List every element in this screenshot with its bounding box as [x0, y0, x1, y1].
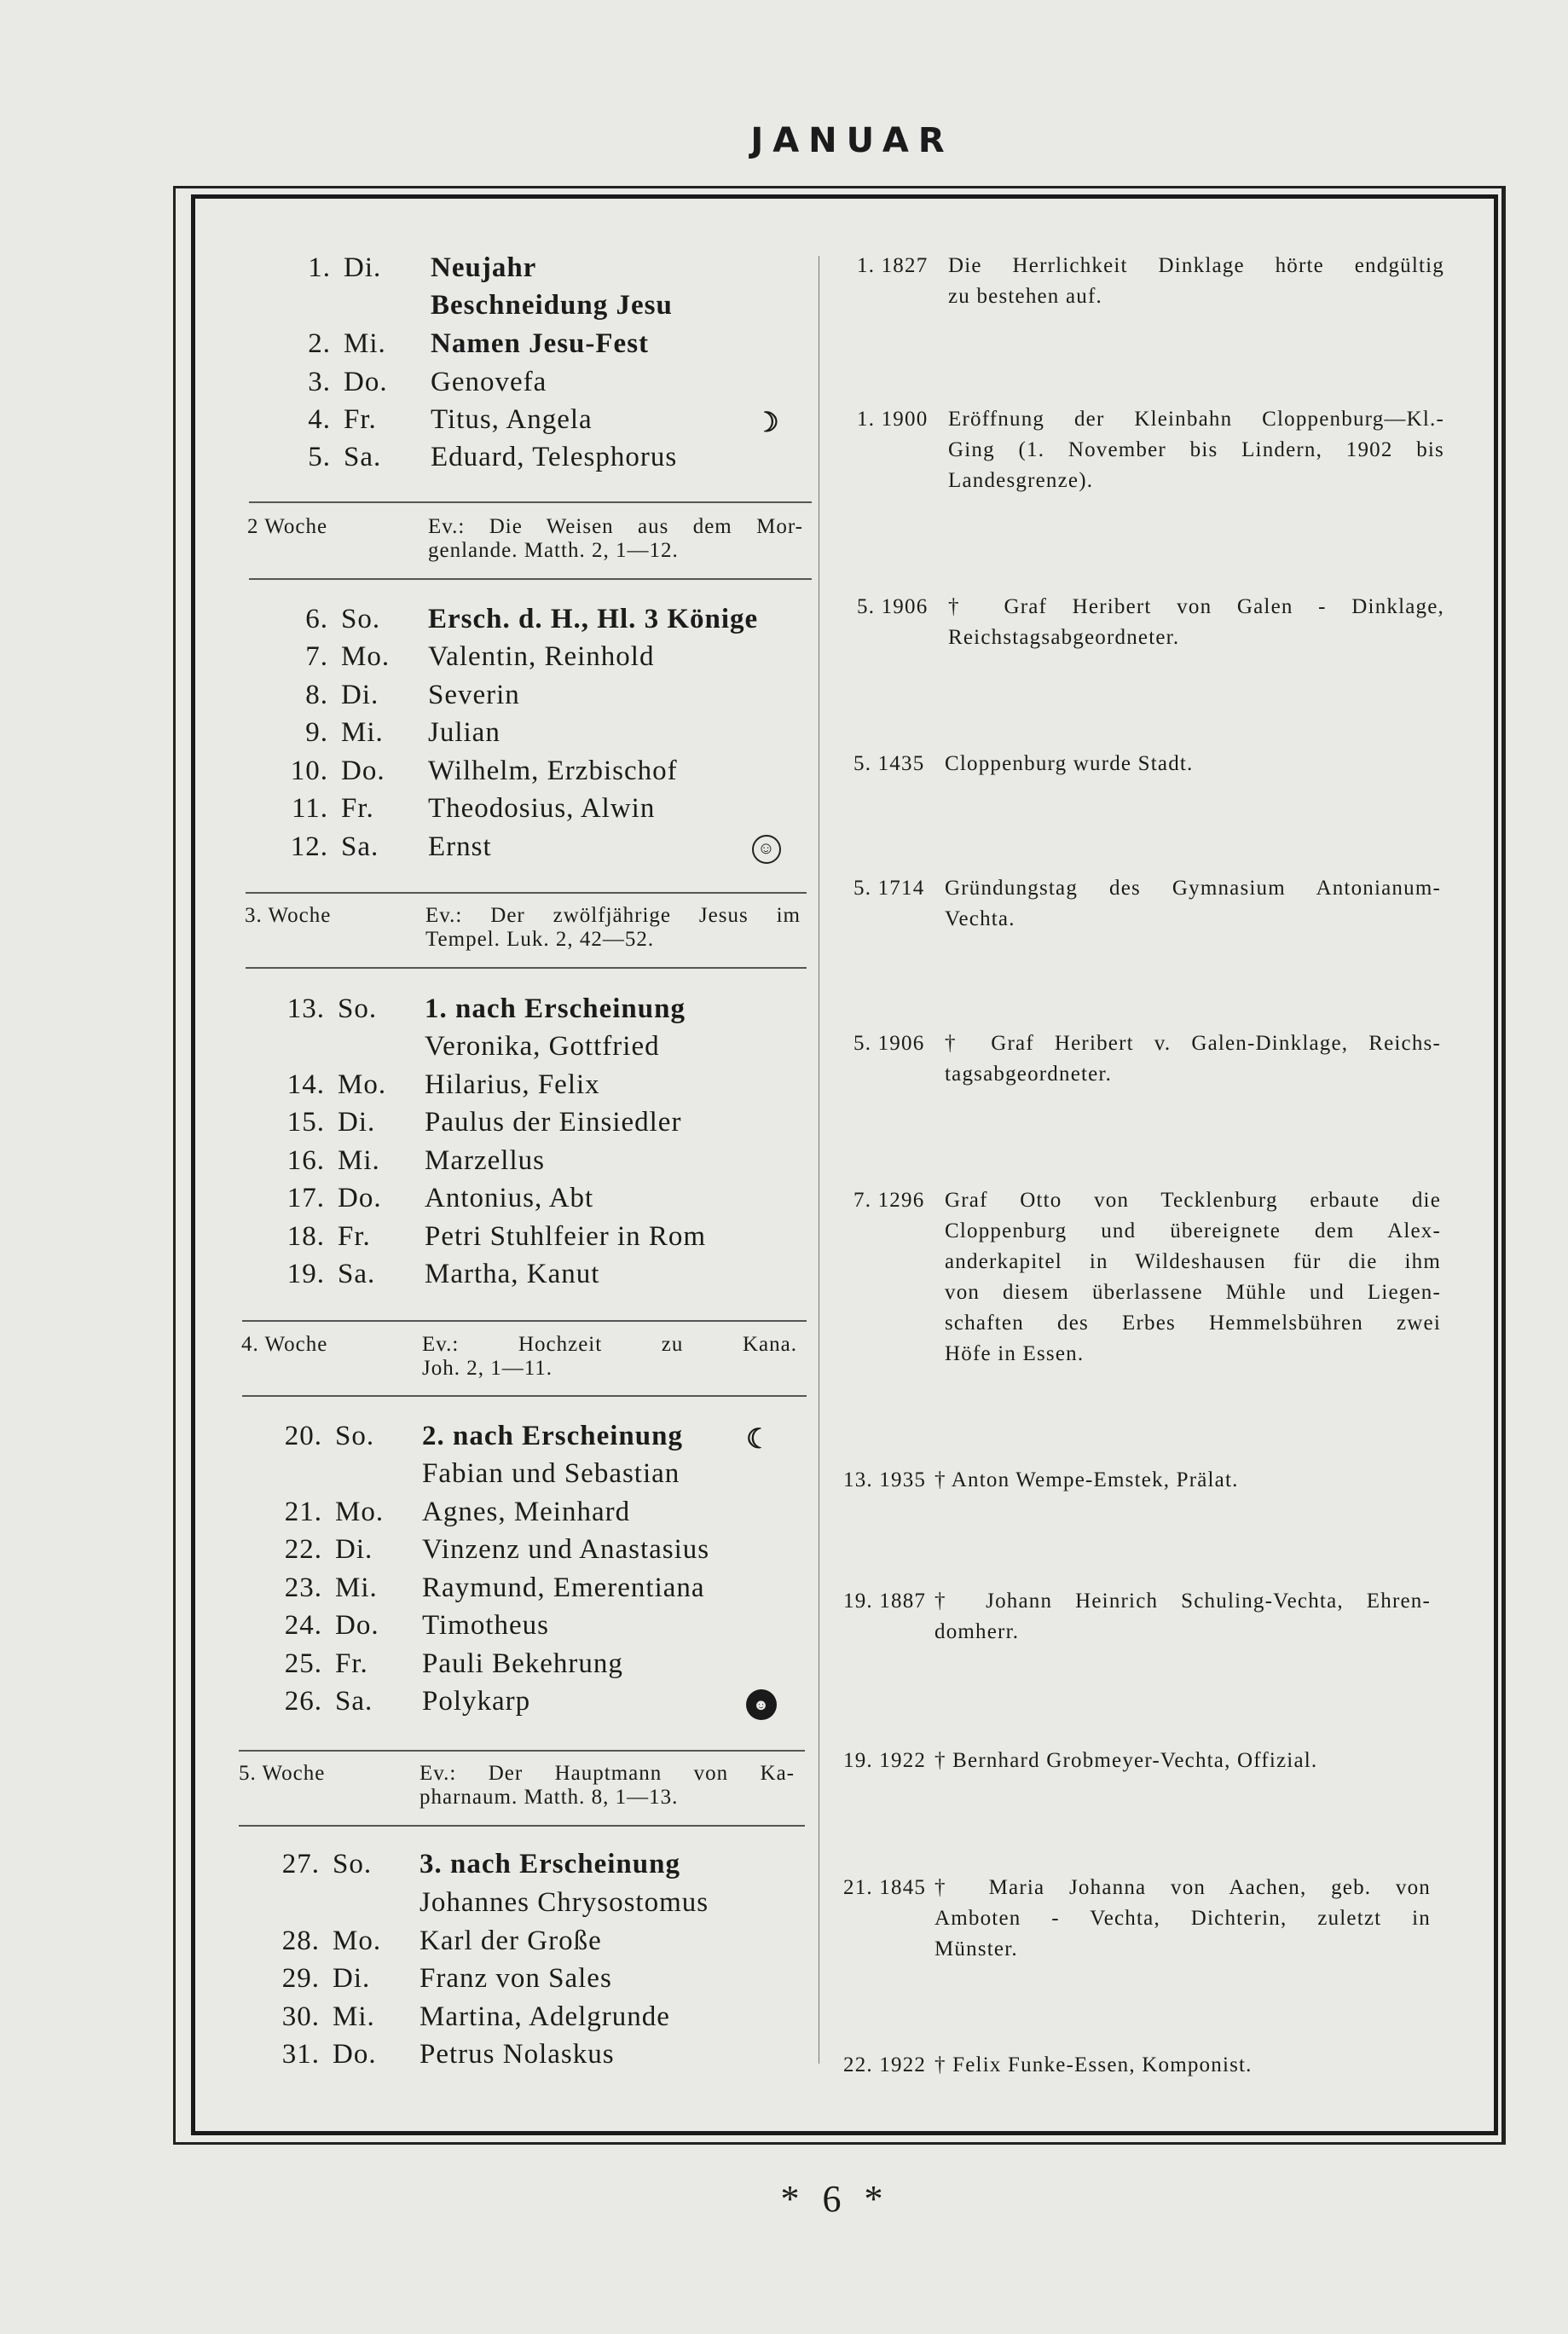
day-number: 15.	[286, 1107, 325, 1138]
saint-name: Julian	[428, 717, 500, 748]
day-number: 21.	[284, 1497, 322, 1527]
day-number: 3.	[308, 367, 331, 397]
weekday: Fr.	[341, 793, 374, 824]
section-rule	[249, 578, 812, 580]
day-row	[230, 1963, 793, 2001]
entry-line: † Graf Heribert von Galen - Dinklage,	[948, 595, 1444, 618]
entry-text	[934, 1586, 1431, 1648]
weekday: Di.	[333, 1963, 371, 1994]
day-number: 20.	[284, 1421, 322, 1451]
day-row	[233, 1534, 796, 1572]
gospel-line: genlande. Matth. 2, 1—12.	[428, 539, 679, 562]
weekday: Di.	[335, 1534, 373, 1565]
day-number: 8.	[305, 680, 328, 710]
entry-line: † Graf Heribert v. Galen-Dinklage, Reichs-	[945, 1032, 1441, 1055]
saint-name: Pauli Bekehrung	[422, 1648, 623, 1679]
day-number: 10.	[290, 756, 328, 786]
entry-text	[948, 592, 1444, 653]
saint-name: Ersch. d. H., Hl. 3 Könige	[428, 604, 759, 634]
gospel-line: Tempel. Luk. 2, 42—52.	[425, 928, 655, 951]
day-number: 24.	[284, 1610, 322, 1641]
weekday: So.	[333, 1849, 373, 1879]
gospel-text	[425, 904, 801, 952]
saint-name: Martina, Adelgrunde	[419, 2001, 670, 2032]
day-row	[239, 641, 801, 679]
day-row	[233, 1648, 796, 1686]
entry-line: † Bernhard Grobmeyer-Vechta, Offizial.	[934, 1749, 1318, 1772]
gospel-line: Ev.: Hochzeit zu Kana.	[422, 1333, 797, 1356]
day-row	[230, 1887, 793, 1925]
weekday: Do.	[341, 756, 385, 786]
entry-text	[945, 749, 1441, 779]
saint-name: Severin	[428, 680, 520, 710]
weekday: Fr.	[338, 1221, 371, 1252]
saint-name: Timotheus	[422, 1610, 549, 1641]
entry-date: 5. 1906	[853, 1032, 925, 1055]
entry-line: von diesem überlassene Mühle und Liegen-	[945, 1281, 1441, 1304]
section-rule	[239, 1825, 805, 1827]
day-row	[235, 1221, 798, 1259]
entry-line: Cloppenburg und übereignete dem Alex-	[945, 1219, 1441, 1242]
entry-date: 19. 1887	[843, 1590, 927, 1613]
day-number: 11.	[291, 793, 328, 824]
moon-phase-icon: ☾	[746, 1423, 772, 1454]
day-number: 12.	[290, 831, 328, 862]
weekday: Di.	[344, 252, 382, 283]
week-label: 2 Woche	[247, 515, 328, 538]
saint-name: 3. nach Erscheinung	[419, 1849, 680, 1879]
weekday: Sa.	[341, 831, 379, 862]
day-number: 9.	[305, 717, 328, 748]
page-number: * 6 *	[780, 2178, 890, 2220]
entry-text	[934, 1746, 1431, 1776]
day-number: 29.	[281, 1963, 320, 1994]
entry-line: † Felix Funke-Essen, Komponist.	[934, 2053, 1253, 2076]
day-row	[239, 831, 801, 869]
day-number: 2.	[308, 328, 331, 359]
weekday: So.	[341, 604, 381, 634]
weekday: Do.	[344, 367, 388, 397]
saint-name: Raymund, Emerentiana	[422, 1572, 705, 1603]
entry-text	[934, 1873, 1431, 1965]
day-row	[230, 1849, 793, 1886]
day-number: 7.	[305, 641, 328, 672]
saint-name: 2. nach Erscheinung	[422, 1421, 683, 1451]
entry-text	[934, 2050, 1431, 2081]
entry-line: † Anton Wempe-Emstek, Prälat.	[934, 1468, 1239, 1491]
gospel-line: Ev.: Der zwölfjährige Jesus im	[425, 904, 801, 927]
gospel-line: pharnaum. Matth. 8, 1—13.	[419, 1786, 679, 1809]
saint-name: Hilarius, Felix	[425, 1069, 600, 1100]
saint-name: Genovefa	[431, 367, 547, 397]
entry-line: Cloppenburg wurde Stadt.	[945, 752, 1194, 775]
saint-name: Theodosius, Alwin	[428, 793, 656, 824]
day-row	[239, 604, 801, 641]
weekday: Mo.	[335, 1497, 385, 1527]
day-number: 13.	[286, 993, 325, 1024]
day-number: 14.	[286, 1069, 325, 1100]
day-row	[235, 1107, 798, 1144]
entry-date: 22. 1922	[843, 2053, 927, 2076]
day-row	[235, 1145, 798, 1183]
day-row	[233, 1610, 796, 1648]
day-number: 6.	[305, 604, 328, 634]
entry-date: 5. 1435	[853, 752, 925, 775]
weekday: Do.	[333, 2039, 377, 2070]
entry-line: † Maria Johanna von Aachen, geb. von	[934, 1876, 1431, 1899]
entry-line: Landesgrenze).	[948, 469, 1094, 492]
week-label: 3. Woche	[245, 904, 332, 927]
entry-line: Graf Otto von Tecklenburg erbaute die	[945, 1189, 1441, 1212]
entry-text	[945, 1028, 1441, 1090]
day-row	[241, 290, 804, 327]
saint-name: Valentin, Reinhold	[428, 641, 655, 672]
saint-name: 1. nach Erscheinung	[425, 993, 686, 1024]
weekday: Mo.	[341, 641, 391, 672]
page-title: JANUAR	[750, 121, 954, 160]
saint-name: Marzellus	[425, 1145, 545, 1176]
day-number: 1.	[308, 252, 331, 283]
day-number: 22.	[284, 1534, 322, 1565]
entry-line: Die Herrlichkeit Dinklage hörte endgültig	[948, 254, 1444, 277]
gospel-text	[422, 1333, 797, 1381]
entry-line: Münster.	[934, 1937, 1018, 1960]
day-number: 23.	[284, 1572, 322, 1603]
weekday: Sa.	[335, 1686, 373, 1717]
saint-name: Vinzenz und Anastasius	[422, 1534, 710, 1565]
section-rule	[242, 1395, 807, 1397]
gospel-line: Ev.: Der Hauptmann von Ka-	[419, 1762, 795, 1785]
day-row	[230, 1926, 793, 1963]
day-row	[241, 442, 804, 479]
weekday: Mi.	[333, 2001, 375, 2032]
entry-line: Reichstagsabgeordneter.	[948, 626, 1180, 649]
day-row	[235, 993, 798, 1031]
gospel-text	[419, 1762, 795, 1810]
weekday: So.	[335, 1421, 375, 1451]
day-row	[239, 756, 801, 793]
saint-name: Franz von Sales	[419, 1963, 612, 1994]
weekday: Mo.	[333, 1926, 382, 1956]
day-row	[233, 1421, 796, 1458]
saint-name: Paulus der Einsiedler	[425, 1107, 682, 1138]
entry-line: Vechta.	[945, 907, 1015, 930]
weekday: Mi.	[335, 1572, 378, 1603]
gospel-line: Ev.: Die Weisen aus dem Mor-	[428, 515, 803, 538]
entry-date: 1. 1900	[857, 408, 929, 431]
section-rule	[242, 1320, 807, 1322]
weekday: Di.	[341, 680, 379, 710]
saint-name: Eduard, Telesphorus	[431, 442, 678, 472]
day-row	[230, 2001, 793, 2039]
saint-name: Petri Stuhlfeier in Rom	[425, 1221, 707, 1252]
day-number: 27.	[281, 1849, 320, 1879]
entry-text	[945, 873, 1441, 935]
entry-date: 7. 1296	[853, 1189, 925, 1212]
week-label: 4. Woche	[241, 1333, 328, 1356]
entry-line: schaften des Erbes Hemmelsbühren zwei	[945, 1312, 1441, 1335]
day-number: 25.	[284, 1648, 322, 1679]
weekday: Mi.	[344, 328, 386, 359]
saint-name: Titus, Angela	[431, 404, 593, 435]
section-rule	[249, 501, 812, 503]
weekday: Sa.	[338, 1259, 376, 1289]
section-rule	[246, 967, 807, 969]
day-row	[241, 328, 804, 366]
weekday: Do.	[338, 1183, 382, 1213]
weekday: Fr.	[344, 404, 377, 435]
week-label: 5. Woche	[239, 1762, 326, 1785]
entry-text	[948, 251, 1444, 312]
weekday: Mo.	[338, 1069, 387, 1100]
moon-phase-icon: ☺	[752, 835, 781, 864]
day-row	[239, 717, 801, 755]
day-row	[235, 1259, 798, 1296]
day-number: 16.	[286, 1145, 325, 1176]
day-row	[239, 680, 801, 717]
entry-line: † Johann Heinrich Schuling-Vechta, Ehren-	[934, 1590, 1431, 1613]
day-row	[233, 1458, 796, 1496]
day-number: 18.	[286, 1221, 325, 1252]
weekday: Mi.	[338, 1145, 380, 1176]
day-row	[235, 1031, 798, 1069]
saint-name: Veronika, Gottfried	[425, 1031, 660, 1062]
entry-line: Ging (1. November bis Lindern, 1902 bis	[948, 438, 1444, 461]
day-row	[230, 2039, 793, 2076]
section-rule	[239, 1750, 805, 1752]
weekday: Sa.	[344, 442, 382, 472]
gospel-text	[428, 515, 803, 563]
entry-line: anderkapitel in Wildeshausen für die ihm	[945, 1250, 1441, 1273]
day-number: 30.	[281, 2001, 320, 2032]
section-rule	[246, 892, 807, 894]
saint-name: Beschneidung Jesu	[431, 290, 673, 321]
day-number: 4.	[308, 404, 331, 435]
weekday: Do.	[335, 1610, 379, 1641]
gospel-line: Joh. 2, 1—11.	[422, 1357, 553, 1380]
saint-name: Ernst	[428, 831, 492, 862]
day-row	[241, 404, 804, 442]
day-row	[241, 252, 804, 290]
saint-name: Antonius, Abt	[425, 1183, 594, 1213]
saint-name: Johannes Chrysostomus	[419, 1887, 709, 1918]
moon-phase-icon: ☽	[755, 407, 780, 437]
moon-phase-icon: ☻	[746, 1689, 777, 1720]
entry-date: 1. 1827	[857, 254, 929, 277]
entry-line: Eröffnung der Kleinbahn Cloppenburg—Kl.-	[948, 408, 1444, 431]
entry-line: Gründungstag des Gymnasium Antonianum-	[945, 877, 1441, 900]
saint-name: Martha, Kanut	[425, 1259, 600, 1289]
day-number: 19.	[286, 1259, 325, 1289]
entry-date: 21. 1845	[843, 1876, 927, 1899]
saint-name: Wilhelm, Erzbischof	[428, 756, 678, 786]
weekday: Di.	[338, 1107, 376, 1138]
weekday: Fr.	[335, 1648, 368, 1679]
day-row	[233, 1497, 796, 1534]
day-number: 5.	[308, 442, 331, 472]
entry-line: zu bestehen auf.	[948, 285, 1102, 308]
saint-name: Namen Jesu-Fest	[431, 328, 650, 359]
day-number: 26.	[284, 1686, 322, 1717]
saint-name: Karl der Große	[419, 1926, 602, 1956]
day-number: 31.	[281, 2039, 320, 2070]
entry-date: 13. 1935	[843, 1468, 927, 1491]
day-row	[233, 1686, 796, 1723]
entry-date: 19. 1922	[843, 1749, 927, 1772]
day-row	[241, 367, 804, 404]
entry-line: Amboten - Vechta, Dichterin, zuletzt in	[934, 1907, 1431, 1930]
entry-line: tagsabgeordneter.	[945, 1063, 1113, 1086]
entry-date: 5. 1714	[853, 877, 925, 900]
entry-text	[948, 404, 1444, 496]
day-row	[233, 1572, 796, 1610]
entry-text	[945, 1185, 1441, 1370]
saint-name: Neujahr	[431, 252, 537, 283]
day-number: 28.	[281, 1926, 320, 1956]
saint-name: Agnes, Meinhard	[422, 1497, 631, 1527]
weekday: Mi.	[341, 717, 384, 748]
weekday: So.	[338, 993, 378, 1024]
day-row	[235, 1183, 798, 1220]
day-row	[235, 1069, 798, 1107]
entry-line: domherr.	[934, 1620, 1020, 1643]
day-number: 17.	[286, 1183, 325, 1213]
entry-date: 5. 1906	[857, 595, 929, 618]
entry-text	[934, 1465, 1431, 1496]
saint-name: Fabian und Sebastian	[422, 1458, 680, 1489]
day-row	[239, 793, 801, 831]
saint-name: Petrus Nolaskus	[419, 2039, 615, 2070]
entry-line: Höfe in Essen.	[945, 1342, 1085, 1365]
saint-name: Polykarp	[422, 1686, 531, 1717]
